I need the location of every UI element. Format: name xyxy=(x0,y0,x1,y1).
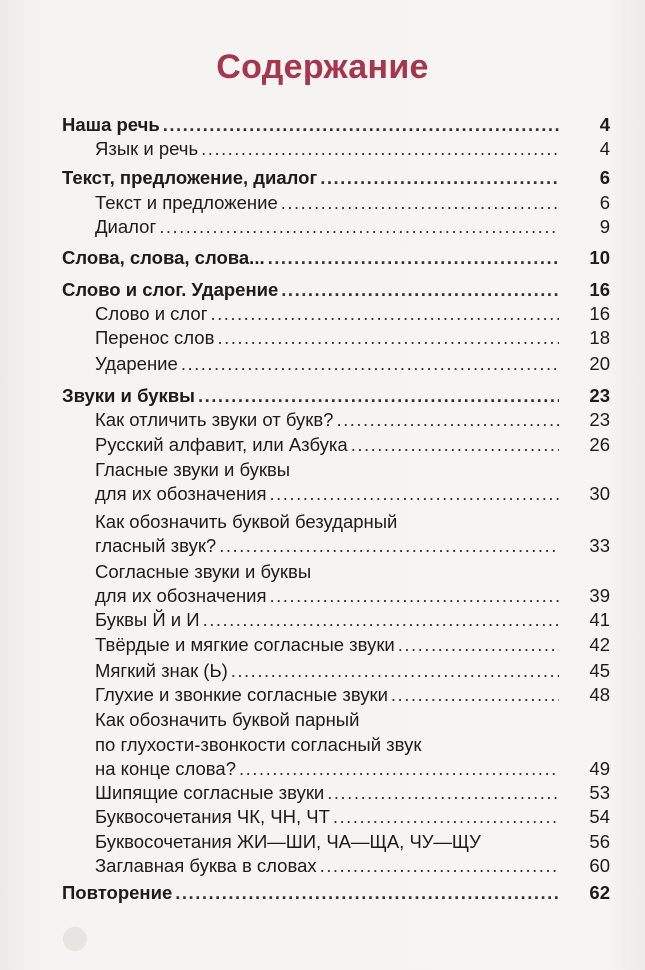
toc-leader-dots xyxy=(175,880,559,906)
toc-entry-title: Язык и речь xyxy=(95,138,199,159)
toc-entry xyxy=(0,301,645,327)
toc-entry-title: на конце слова? xyxy=(95,758,237,779)
toc-entry-title: Слово и слог xyxy=(95,303,208,324)
toc-entry-title: Мягкий знак (Ь) xyxy=(95,660,228,681)
toc-page-number: 16 xyxy=(589,279,610,300)
toc-page-number: 10 xyxy=(589,247,610,268)
toc-entry xyxy=(0,707,645,733)
toc-leader-dots xyxy=(391,682,559,708)
page-corner-mark xyxy=(63,927,87,951)
toc-entry xyxy=(0,136,645,162)
toc-entry xyxy=(0,632,645,658)
toc-entry xyxy=(0,853,645,879)
toc-page-number: 62 xyxy=(589,882,610,903)
toc-page-number: 54 xyxy=(589,806,610,827)
toc-leader-dots xyxy=(219,533,559,559)
toc-entry xyxy=(0,583,645,609)
toc-leader-dots xyxy=(327,780,559,806)
toc-leader-dots xyxy=(270,481,559,507)
toc-entry-title: Заглавная буква в словах xyxy=(95,855,317,876)
toc-leader-dots xyxy=(320,853,559,879)
toc-leader-dots xyxy=(231,658,559,684)
toc-entry xyxy=(0,607,645,633)
toc-entry-title: Как обозначить буквой безударный xyxy=(95,511,398,532)
toc-page-number: 49 xyxy=(589,758,610,779)
toc-page-number: 6 xyxy=(599,192,610,213)
toc-entry xyxy=(0,756,645,782)
toc-page-number: 18 xyxy=(589,327,610,348)
toc-entry xyxy=(0,658,645,684)
toc-entry-title: Диалог xyxy=(95,216,157,237)
toc-leader-dots xyxy=(203,607,559,633)
toc-page-number: 30 xyxy=(589,483,610,504)
toc-entry-title: Перенос слов xyxy=(95,327,215,348)
toc-page-number: 39 xyxy=(589,585,610,606)
toc-entry xyxy=(0,682,645,708)
toc-entry xyxy=(0,407,645,433)
toc-entry-title: Ударение xyxy=(95,353,178,374)
toc-entry xyxy=(0,432,645,458)
toc-leader-dots xyxy=(217,325,559,351)
toc-page-number: 33 xyxy=(589,535,610,556)
toc-leader-dots xyxy=(210,301,559,327)
toc-entry-title: для их обозначения xyxy=(95,483,267,504)
toc-entry-title: Согласные звуки и буквы xyxy=(95,561,312,582)
toc-leader-dots xyxy=(159,214,559,240)
toc-entry xyxy=(0,880,645,906)
toc-leader-dots xyxy=(201,136,559,162)
toc-entry-title: Наша речь xyxy=(62,114,160,135)
toc-entry-title: Шипящие согласные звуки xyxy=(95,782,325,803)
toc-entry-title: Гласные звуки и буквы xyxy=(95,459,291,480)
toc-entry xyxy=(0,559,645,585)
toc-page-number: 26 xyxy=(589,434,610,455)
toc-leader-dots xyxy=(281,190,559,216)
toc-page-number: 23 xyxy=(589,385,610,406)
toc-entry xyxy=(0,214,645,240)
toc-entry xyxy=(0,325,645,351)
toc-entry xyxy=(0,277,645,303)
toc-leader-dots xyxy=(320,165,559,191)
page-title: Содержание xyxy=(216,48,429,86)
toc-leader-dots xyxy=(181,351,559,377)
toc-entry-title: Твёрдые и мягкие согласные звуки xyxy=(95,634,395,655)
toc-entry-title: по глухости-звонкости согласный звук xyxy=(95,734,422,755)
toc-page-number: 4 xyxy=(599,138,610,159)
toc-entry-title: Слова, слова, слова... xyxy=(62,247,265,268)
toc-page-number: 42 xyxy=(589,634,610,655)
toc-entry-title: Повторение xyxy=(62,882,173,903)
toc-leader-dots xyxy=(333,804,559,830)
toc-entry xyxy=(0,245,645,271)
toc-entry-title: гласный звук? xyxy=(95,535,217,556)
toc-entry-title: Как отличить звуки от букв? xyxy=(95,409,334,430)
toc-entry xyxy=(0,481,645,507)
toc-page-number: 6 xyxy=(599,167,610,188)
toc-leader-dots xyxy=(198,383,559,409)
toc-leader-dots xyxy=(163,112,559,138)
toc-entry-title: Буквосочетания ЖИ—ШИ, ЧА—ЩА, ЧУ—ЩУ xyxy=(95,831,481,852)
toc-leader-dots xyxy=(270,583,559,609)
toc-leader-dots xyxy=(351,432,559,458)
toc-leader-dots xyxy=(398,632,559,658)
toc-page-number: 56 xyxy=(589,831,610,852)
toc-entry xyxy=(0,732,645,758)
toc-entry xyxy=(0,351,645,377)
toc-leader-dots xyxy=(239,756,559,782)
toc-page-number: 48 xyxy=(589,684,610,705)
toc-page-number: 20 xyxy=(589,353,610,374)
toc-entry-title: Русский алфавит, или Азбука xyxy=(95,434,348,455)
toc-entry xyxy=(0,829,645,855)
toc-page-number: 53 xyxy=(589,782,610,803)
toc-entry-title: Текст и предложение xyxy=(95,192,278,213)
toc-page-number: 4 xyxy=(599,114,610,135)
toc-leader-dots xyxy=(281,277,559,303)
toc-leader-dots xyxy=(268,245,559,271)
toc-entry xyxy=(0,780,645,806)
toc-page-number: 16 xyxy=(589,303,610,324)
toc-leader-dots xyxy=(336,407,559,433)
toc-entry-title: Буквы Й и И xyxy=(95,609,200,630)
toc-entry-title: для их обозначения xyxy=(95,585,267,606)
toc-entry-title: Как обозначить буквой парный xyxy=(95,709,360,730)
toc-entry-title: Звуки и буквы xyxy=(62,385,195,406)
toc-entry xyxy=(0,533,645,559)
toc-entry-title: Текст, предложение, диалог xyxy=(62,167,318,188)
toc-entry-title: Буквосочетания ЧК, ЧН, ЧТ xyxy=(95,806,330,827)
toc-page-number: 60 xyxy=(589,855,610,876)
toc-page-number: 41 xyxy=(589,609,610,630)
toc-entry xyxy=(0,457,645,483)
toc-entry-title: Слово и слог. Ударение xyxy=(62,279,279,300)
toc-entry xyxy=(0,190,645,216)
toc-entry xyxy=(0,509,645,535)
toc-entry xyxy=(0,165,645,191)
toc-page-number: 23 xyxy=(589,409,610,430)
toc-entry xyxy=(0,112,645,138)
toc-entry xyxy=(0,804,645,830)
toc-page-number: 45 xyxy=(589,660,610,681)
toc-entry xyxy=(0,383,645,409)
toc-page-number: 9 xyxy=(599,216,610,237)
toc-entry-title: Глухие и звонкие согласные звуки xyxy=(95,684,388,705)
